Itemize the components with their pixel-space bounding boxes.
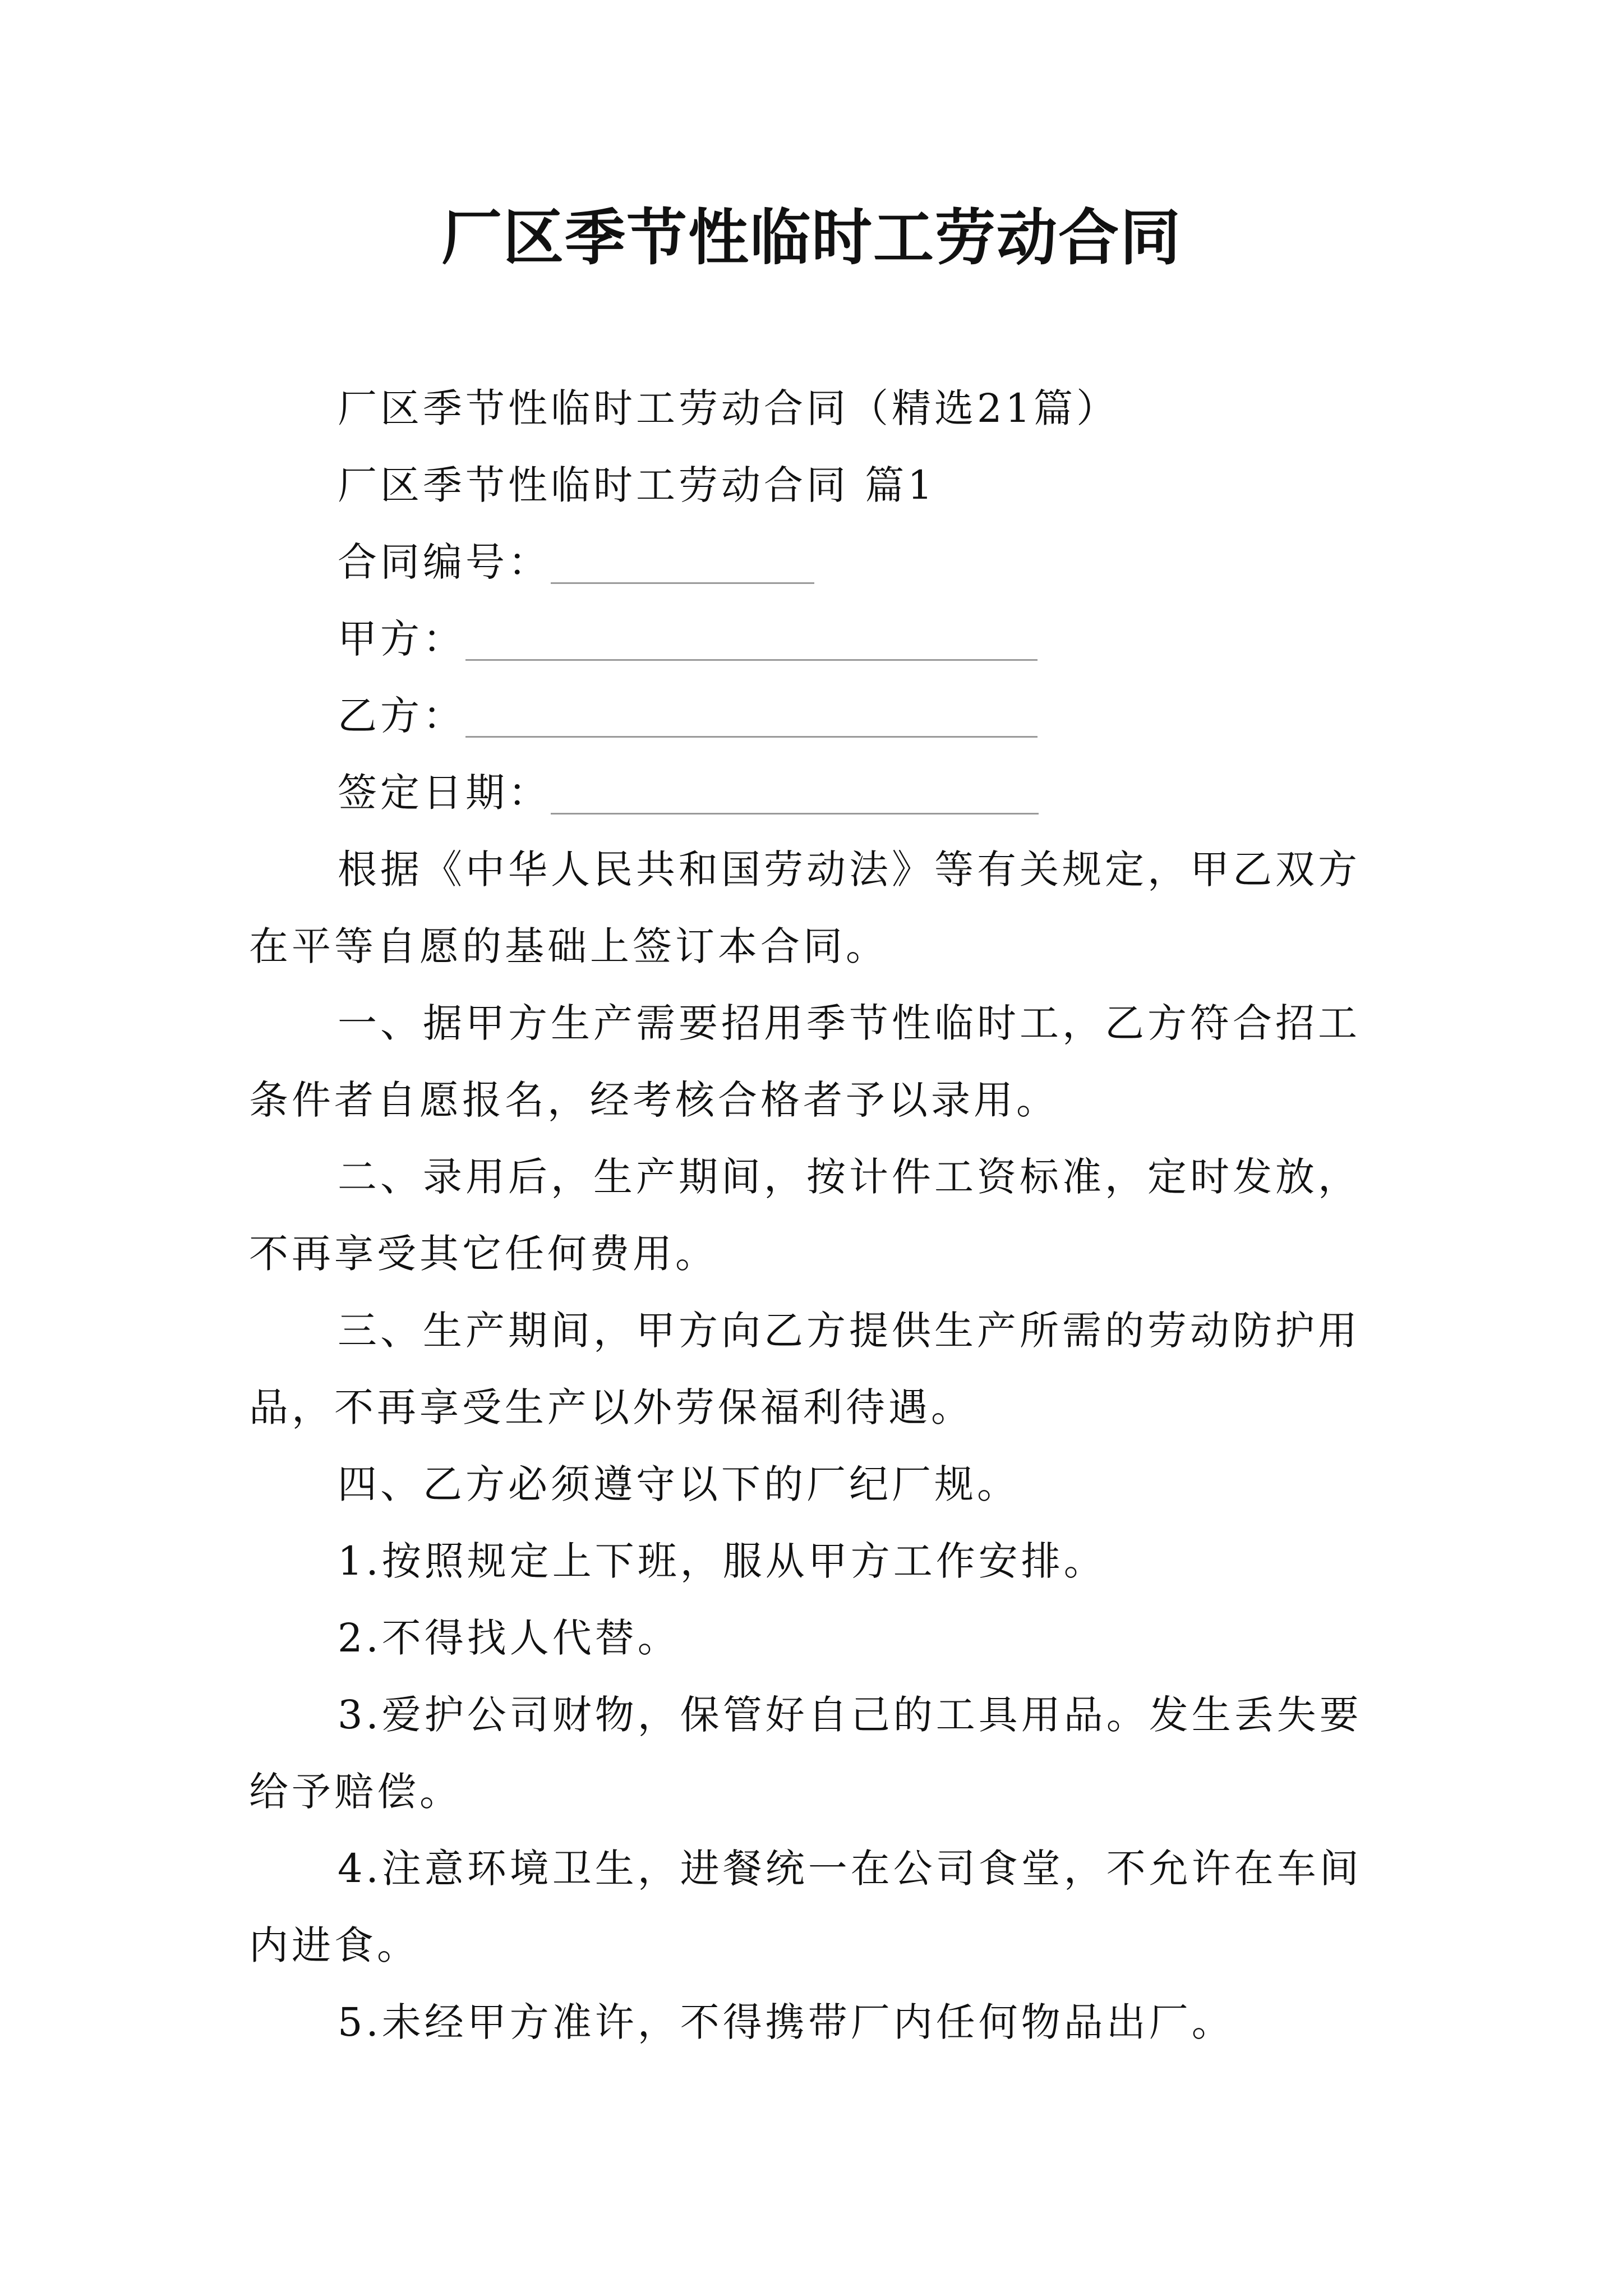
rule-4: [249, 1830, 1391, 1984]
contract-number-label: 合同编号：: [338, 539, 551, 585]
paragraph-line: 三、生产期间，甲方向乙方提供生产所需的劳动防护用: [338, 1308, 1361, 1354]
party-a-blank: [465, 601, 1038, 661]
party-b-field: [249, 678, 1391, 754]
rule-5: 5.未经甲方准许，不得携带厂内任何物品出厂。: [338, 1999, 1234, 2045]
paragraph-line: 品，不再享受生产以外劳保福利待遇。: [249, 1384, 974, 1430]
paragraph-line: 4.注意环境卫生，进餐统一在公司食堂，不允许在车间: [338, 1846, 1362, 1892]
rule-1: 1.按照规定上下班，服从甲方工作安排。: [338, 1538, 1106, 1584]
paragraph-intro: [249, 831, 1391, 985]
contract-number-blank: [551, 524, 814, 584]
rule-3: [249, 1677, 1391, 1830]
clause-1: [249, 985, 1391, 1139]
clause-2: [249, 1139, 1391, 1292]
paragraph-line: 一、据甲方生产需要招用季节性临时工，乙方符合招工: [338, 1000, 1361, 1046]
sign-date-blank: [551, 754, 1039, 815]
paragraph-line: 根据《中华人民共和国劳动法》等有关规定，甲乙双方: [338, 846, 1361, 892]
contract-number-field: [249, 524, 1391, 601]
document-body: [249, 370, 1391, 2061]
party-a-field: [249, 601, 1391, 678]
paragraph-line: 内进食。: [249, 1922, 419, 1968]
rule-2: 2.不得找人代替。: [338, 1615, 680, 1661]
document-title: 厂区季节性临时工劳动合同: [441, 203, 1182, 273]
paragraph-line: 二、录用后，生产期间，按计件工资标准，定时发放，: [338, 1154, 1361, 1200]
clause-4: 四、乙方必须遵守以下的厂纪厂规。: [338, 1461, 1020, 1507]
party-b-blank: [465, 678, 1038, 738]
paragraph-line: 条件者自愿报名，经考核合格者予以录用。: [249, 1077, 1059, 1123]
subtitle: 厂区季节性临时工劳动合同（精选21篇）: [338, 385, 1119, 431]
paragraph-line: 不再享受其它任何费用。: [249, 1231, 718, 1277]
paragraph-line: 在平等自愿的基础上签订本合同。: [249, 923, 888, 969]
paragraph-line: 给予赔偿。: [249, 1769, 462, 1815]
clause-3: [249, 1292, 1391, 1446]
section-heading: 厂区季节性临时工劳动合同 篇1: [338, 462, 936, 508]
party-b-label: 乙方：: [338, 693, 465, 739]
sign-date-label: 签定日期：: [338, 770, 551, 816]
paragraph-line: 3.爱护公司财物，保管好自己的工具用品。发生丢失要: [338, 1692, 1362, 1738]
sign-date-field: [249, 754, 1391, 831]
party-a-label: 甲方：: [338, 616, 465, 662]
